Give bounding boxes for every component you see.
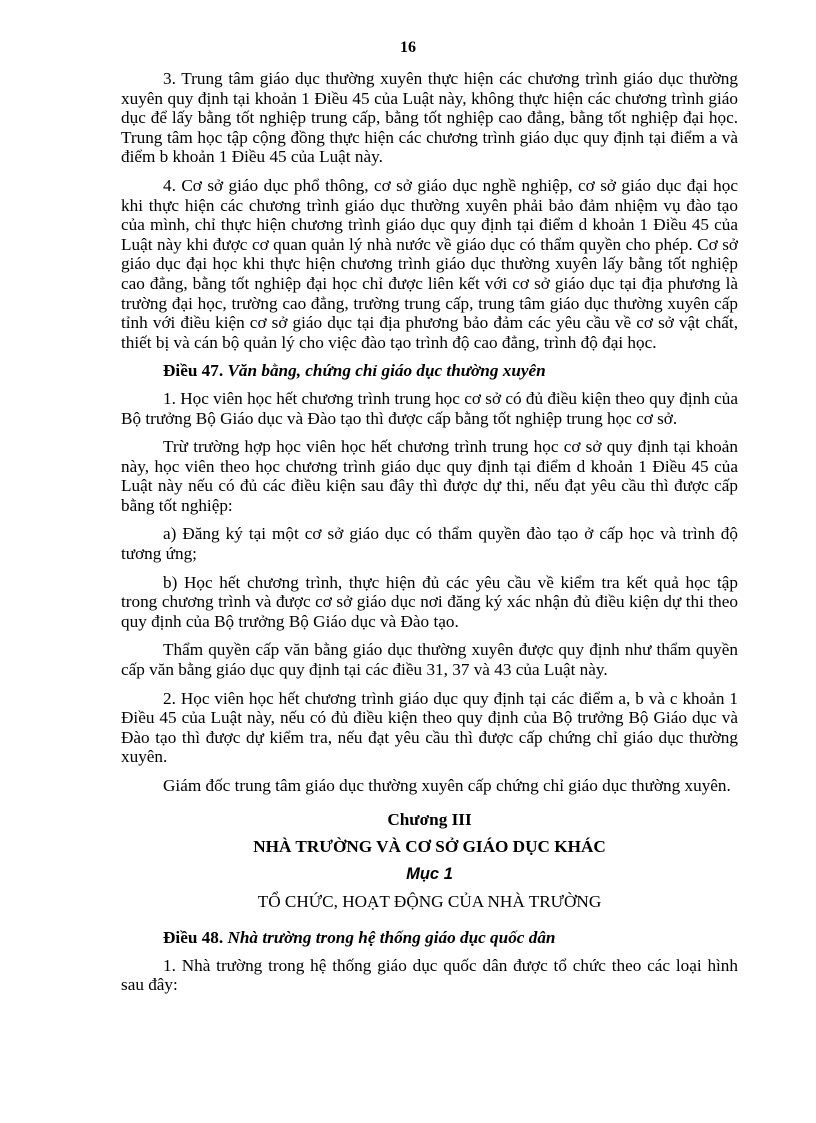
paragraph: 1. Nhà trường trong hệ thống giáo dục quốc dân được tổ chức theo các loại hình sau đây:	[121, 955, 738, 995]
paragraph: 4. Cơ sở giáo dục phổ thông, cơ sở giáo dục nghề nghiệp, cơ sở giáo dục đại học khi thực hiện các chương trình giáo dục thường xuyên phải bảo đảm nhiệm vụ đào tạo của mình, chỉ thực hiện chương trình giáo dục quy định tại điểm d khoản 1 Điều 45 của Luật này khi được cơ quan quản lý nhà nước về giáo dục có thẩm quyền cho phép. Cơ sở giáo dục đại học khi thực hiện chương trình giáo dục thường xuyên lấy bằng tốt nghiệp cao đẳng, bằng tốt nghiệp đại học chỉ được liên kết với cơ sở giáo dục tại địa phương là trường đại học, trường cao đẳng, trường trung cấp, trung tâm giáo dục thường xuyên cấp tỉnh với điều kiện cơ sở giáo dục tại địa phương bảo đảm các yêu cầu về cơ sở vật chất, thiết bị và cán bộ quản lý cho việc đào tạo trình độ cao đẳng, trình độ đại học.	[121, 175, 738, 352]
chapter-title: NHÀ TRƯỜNG VÀ CƠ SỞ GIÁO DỤC KHÁC	[253, 837, 606, 857]
page-body	[121, 69, 738, 1004]
chapter-label: Chương III	[387, 809, 472, 829]
paragraph: Thẩm quyền cấp văn bằng giáo dục thường xuyên được quy định như thẩm quyền cấp văn bằng giáo dục quy định tại các điều 31, 37 và 43 của Luật này.	[121, 640, 738, 680]
article-title: Văn bằng, chứng chỉ giáo dục thường xuyên	[227, 361, 546, 381]
article-number: Điều 48.	[163, 927, 224, 947]
paragraph: 1. Học viên học hết chương trình trung học cơ sở có đủ điều kiện theo quy định của Bộ trưởng Bộ Giáo dục và Đào tạo thì được cấp bằng tốt nghiệp trung học cơ sở.	[121, 388, 738, 428]
paragraph: 3. Trung tâm giáo dục thường xuyên thực hiện các chương trình giáo dục thường xuyên quy định tại khoản 1 Điều 45 của Luật này, không thực hiện các chương trình giáo dục để lấy bằng tốt nghiệp trung cấp, bằng tốt nghiệp cao đẳng, bằng tốt nghiệp đại học. Trung tâm học tập cộng đồng thực hiện các chương trình giáo dục quy định tại điểm a và điểm b khoản 1 Điều 45 của Luật này.	[121, 69, 738, 167]
paragraph: Giám đốc trung tâm giáo dục thường xuyên cấp chứng chỉ giáo dục thường xuyên.	[163, 776, 731, 795]
paragraph: Trừ trường hợp học viên học hết chương trình trung học cơ sở quy định tại khoản này, học viên theo học chương trình giáo dục quy định tại điểm d khoản 1 Điều 45 của Luật này nếu có đủ các điều kiện sau đây thì được dự thi, nếu đạt yêu cầu thì được cấp bằng tốt nghiệp:	[121, 437, 738, 515]
article-47-heading	[121, 361, 738, 381]
paragraph: a) Đăng ký tại một cơ sở giáo dục có thẩm quyền đào tạo ở cấp học và trình độ tương ứng;	[121, 524, 738, 564]
section-title: TỔ CHỨC, HOẠT ĐỘNG CỦA NHÀ TRƯỜNG	[257, 892, 602, 912]
paragraph: 2. Học viên học hết chương trình giáo dục quy định tại các điểm a, b và c khoản 1 Điều 45 của Luật này, nếu có đủ điều kiện theo quy định của Bộ trưởng Bộ Giáo dục và Đào tạo thì được dự kiểm tra, nếu đạt yêu cầu thì được cấp chứng chỉ giáo dục thường xuyên.	[121, 688, 738, 767]
article-title: Nhà trường trong hệ thống giáo dục quốc dân	[227, 927, 556, 947]
paragraph: b) Học hết chương trình, thực hiện đủ các yêu cầu về kiểm tra kết quả học tập trong chương trình và được cơ sở giáo dục nơi đăng ký xác nhận đủ điều kiện dự thi theo quy định của Bộ trưởng Bộ Giáo dục và Đào tạo.	[121, 572, 738, 631]
page-number: 16	[400, 39, 416, 56]
section-label: Mục 1	[406, 864, 453, 883]
article-48-heading	[121, 928, 738, 948]
article-number: Điều 47.	[163, 361, 224, 381]
